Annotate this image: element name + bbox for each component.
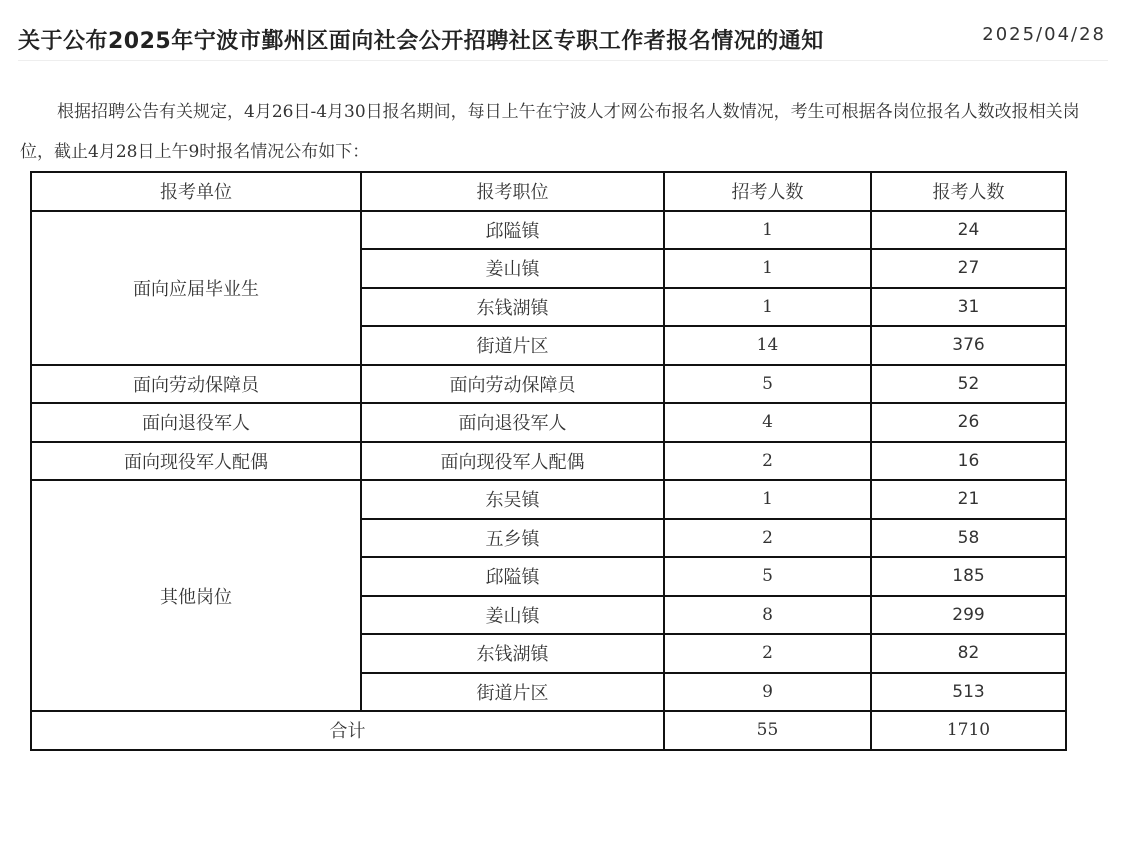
applicants-cell: 31 [871, 288, 1066, 327]
position-cell: 邱隘镇 [361, 557, 664, 596]
total-quota: 55 [664, 711, 871, 750]
quota-cell: 5 [664, 365, 871, 404]
quota-cell: 4 [664, 403, 871, 442]
table-row [31, 365, 1066, 404]
position-cell: 姜山镇 [361, 596, 664, 635]
position-cell: 五乡镇 [361, 519, 664, 558]
header-quota: 招考人数 [664, 172, 871, 211]
total-label: 合计 [31, 711, 664, 750]
table-row [31, 211, 1066, 250]
position-cell: 街道片区 [361, 326, 664, 365]
applicants-cell: 513 [871, 673, 1066, 712]
header-position: 报考职位 [361, 172, 664, 211]
quota-cell: 2 [664, 442, 871, 481]
position-cell: 街道片区 [361, 673, 664, 712]
total-applicants: 1710 [871, 711, 1066, 750]
applicants-cell: 52 [871, 365, 1066, 404]
page-title: 关于公布2025年宁波市鄞州区面向社会公开招聘社区专职工作者报名情况的通知 [18, 29, 824, 54]
position-cell: 东吴镇 [361, 480, 664, 519]
quota-cell: 1 [664, 480, 871, 519]
unit-cell: 面向现役军人配偶 [31, 442, 361, 481]
total-row [31, 711, 1066, 750]
quota-cell: 2 [664, 634, 871, 673]
position-cell: 东钱湖镇 [361, 634, 664, 673]
quota-cell: 1 [664, 211, 871, 250]
applicants-cell: 27 [871, 249, 1066, 288]
publish-date: 2025/04/28 [982, 24, 1106, 45]
applicants-cell: 376 [871, 326, 1066, 365]
table-row [31, 442, 1066, 481]
header-applicants: 报考人数 [871, 172, 1066, 211]
registration-table [30, 171, 1067, 751]
applicants-cell: 16 [871, 442, 1066, 481]
quota-cell: 2 [664, 519, 871, 558]
unit-cell: 面向劳动保障员 [31, 365, 361, 404]
quota-cell: 14 [664, 326, 871, 365]
position-cell: 面向退役军人 [361, 403, 664, 442]
quota-cell: 9 [664, 673, 871, 712]
position-cell: 邱隘镇 [361, 211, 664, 250]
applicants-cell: 26 [871, 403, 1066, 442]
applicants-cell: 185 [871, 557, 1066, 596]
quota-cell: 1 [664, 288, 871, 327]
table-row [31, 403, 1066, 442]
unit-cell: 面向应届毕业生 [31, 211, 361, 365]
position-cell: 面向现役军人配偶 [361, 442, 664, 481]
applicants-cell: 21 [871, 480, 1066, 519]
article-header [18, 16, 1108, 61]
quota-cell: 5 [664, 557, 871, 596]
header-unit: 报考单位 [31, 172, 361, 211]
applicants-cell: 24 [871, 211, 1066, 250]
table-row [31, 480, 1066, 519]
intro-paragraph: 根据招聘公告有关规定，4月26日-4月30日报名期间，每日上午在宁波人才网公布报名人数情况，考生可根据各岗位报名人数改报相关岗位，截止4月28日上午9时报名情况公布如下： [20, 102, 1080, 162]
unit-cell: 面向退役军人 [31, 403, 361, 442]
applicants-cell: 299 [871, 596, 1066, 635]
applicants-cell: 82 [871, 634, 1066, 673]
applicants-cell: 58 [871, 519, 1066, 558]
position-cell: 姜山镇 [361, 249, 664, 288]
quota-cell: 1 [664, 249, 871, 288]
position-cell: 东钱湖镇 [361, 288, 664, 327]
table-header-row [31, 172, 1066, 211]
quota-cell: 8 [664, 596, 871, 635]
unit-cell: 其他岗位 [31, 480, 361, 711]
position-cell: 面向劳动保障员 [361, 365, 664, 404]
